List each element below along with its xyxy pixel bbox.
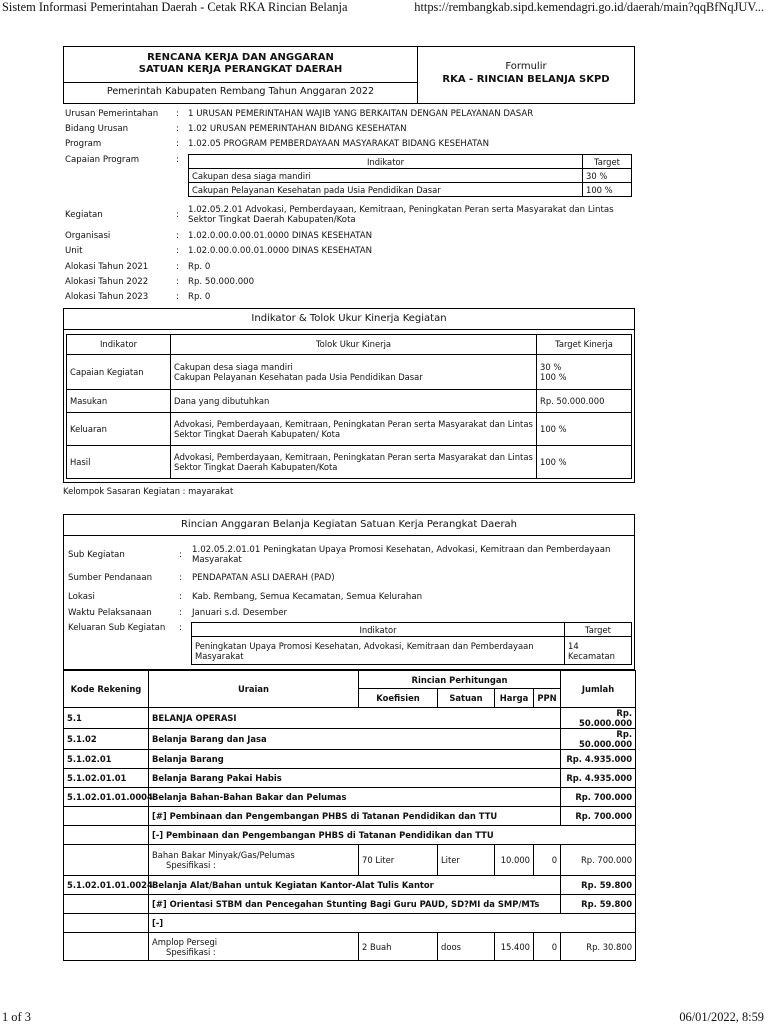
ks-indikator: Peningkatan Upaya Promosi Kesehatan, Advokasi, Kemitraan dan Pemberdayaan Masyarakat (192, 637, 565, 665)
keluaran-sub-kegiatan-table (191, 622, 632, 665)
header-title-line1: RENCANA KERJA DAN ANGGARAN (147, 52, 334, 63)
waktu-value: Januari s.d. Desember (192, 608, 288, 618)
table-row (189, 169, 632, 183)
ik-target-line: 30 % (540, 361, 562, 372)
jumlah: Rp. 59.800 (561, 895, 636, 914)
uraian (149, 933, 359, 961)
kode-rekening (64, 895, 149, 914)
ik-target: 100 % (537, 413, 632, 446)
table-row (64, 826, 636, 845)
colon: : (176, 210, 179, 220)
organisasi-label: Organisasi (65, 231, 111, 241)
kode-rekening (64, 826, 149, 845)
lokasi-label: Lokasi (68, 592, 95, 602)
ik-tolok-line: Advokasi, Pemberdayaan, Kemitraan, Peningkatan Peran serta Masyarakat dan Lintas (174, 451, 533, 462)
table-row (67, 390, 632, 413)
table-row (64, 807, 636, 826)
capaian-indikator: Cakupan Pelayanan Kesehatan pada Usia Pendidikan Dasar (189, 183, 583, 197)
colon: : (176, 155, 179, 165)
header-form-block (418, 47, 634, 103)
header-rincian-perhitungan: Rincian Perhitungan (359, 671, 561, 689)
kode-rekening: 5.1.02.01 (64, 750, 149, 769)
jumlah: Rp. 4.935.000 (561, 769, 636, 788)
urusan-label: Urusan Pemerintahan (65, 109, 159, 119)
ppn: 0 (534, 845, 561, 876)
header-subtitle: Pemerintah Kabupaten Rembang Tahun Anggaran 2022 (64, 83, 418, 103)
header-kode-rekening: Kode Rekening (64, 671, 149, 708)
header-uraian: Uraian (149, 671, 359, 708)
sub-kegiatan-value: 1.02.05.2.01.01 Peningkatan Upaya Promosi Kesehatan, Advokasi, Kemitraan dan Pemberdayaan Masyarakat (192, 545, 611, 565)
table-row (67, 413, 632, 446)
bidang-value: 1.02 URUSAN PEMERINTAHAN BIDANG KESEHATAN (188, 124, 407, 134)
ik-tolok (171, 446, 537, 479)
organisasi-value: 1.02.0.00.0.00.01.0000 DINAS KESEHATAN (188, 231, 373, 241)
koefisien: 2 Buah (359, 933, 438, 961)
kode-rekening: 5.1 (64, 708, 149, 729)
kegiatan-label: Kegiatan (65, 210, 103, 220)
kode-rekening (64, 845, 149, 876)
ik-indikator: Hasil (67, 446, 171, 479)
table-row (64, 895, 636, 914)
capaian-indikator: Cakupan desa siaga mandiri (189, 169, 583, 183)
uraian: [-] Pembinaan dan Pengembangan PHBS di Tatanan Pendidikan dan TTU (149, 826, 636, 845)
form-label: Formulir (505, 61, 547, 72)
page-number: 1 of 3 (2, 1010, 31, 1024)
harga: 10.000 (495, 845, 534, 876)
table-row (64, 769, 636, 788)
program-label: Program (65, 139, 102, 149)
unit-value: 1.02.0.00.0.00.01.0000 DINAS KESEHATAN (188, 246, 373, 256)
uraian: Belanja Barang dan Jasa (149, 729, 561, 750)
ik-tolok: Dana yang dibutuhkan (171, 390, 537, 413)
header-harga: Harga (495, 689, 534, 708)
kode-rekening (64, 807, 149, 826)
kode-rekening: 5.1.02.01.01.0024 (64, 876, 149, 895)
uraian-item: Amplop Persegi (152, 936, 218, 947)
satuan: Liter (438, 845, 495, 876)
ik-header-target: Target Kinerja (537, 335, 632, 355)
table-row (64, 708, 636, 729)
colon: : (176, 277, 179, 287)
jumlah: Rp. 30.800 (561, 933, 636, 961)
uraian: Belanja Bahan-Bahan Bakar dan Pelumas (149, 788, 561, 807)
sub-kegiatan-label: Sub Kegiatan (68, 550, 125, 560)
form-name: RKA - RINCIAN BELANJA SKPD (442, 74, 610, 85)
alokasi-2023-value: Rp. 0 (188, 292, 211, 302)
keluaran-label: Keluaran Sub Kegiatan (68, 623, 166, 633)
bidang-label: Bidang Urusan (65, 124, 129, 134)
ik-tolok-line: Advokasi, Pemberdayaan, Kemitraan, Peningkatan Peran serta Masyarakat dan Lintas (174, 418, 533, 429)
table-row (64, 729, 636, 750)
header-koefisien: Koefisien (359, 689, 438, 708)
table-row (67, 355, 632, 390)
ik-target: 100 % (537, 446, 632, 479)
kode-rekening: 5.1.02.01.01 (64, 769, 149, 788)
jumlah: Rp. 50.000.000 (561, 729, 636, 750)
uraian-spesifikasi: Spesifikasi : (166, 860, 216, 870)
lokasi-value: Kab. Rembang, Semua Kecamatan, Semua Kelurahan (192, 592, 423, 602)
colon: : (179, 592, 182, 602)
harga: 15.400 (495, 933, 534, 961)
indikator-kinerja-title: Indikator & Tolok Ukur Kinerja Kegiatan (63, 308, 635, 330)
colon: : (179, 550, 182, 560)
header-ppn: PPN (534, 689, 561, 708)
jumlah: Rp. 700.000 (561, 845, 636, 876)
uraian: [#] Orientasi STBM dan Pencegahan Stunting Bagi Guru PAUD, SD?MI da SMP/MTs (149, 895, 561, 914)
kelompok-sasaran: Kelompok Sasaran Kegiatan : mayarakat (63, 486, 234, 496)
budget-table (63, 670, 636, 961)
header-jumlah: Jumlah (561, 671, 636, 708)
colon: : (179, 608, 182, 618)
alokasi-2022-label: Alokasi Tahun 2022 (65, 277, 149, 287)
kegiatan-value: 1.02.05.2.01 Advokasi, Pemberdayaan, Kemitraan, Peningkatan Peran serta Masyarakat dan Lintas Sektor Tingkat Daerah Kabupaten/Kota (188, 205, 614, 225)
colon: : (176, 139, 179, 149)
indikator-kinerja-table (66, 334, 632, 479)
print-url: https://rembangkab.sipd.kemendagri.go.id/daerah/main?qqBfNqJUV... (414, 0, 764, 14)
sumber-value: PENDAPATAN ASLI DAERAH (PAD) (192, 573, 335, 583)
ks-header-indikator: Indikator (192, 623, 565, 637)
table-row (192, 637, 632, 665)
unit-label: Unit (65, 246, 83, 256)
indikator-kinerja-section (63, 330, 635, 483)
alokasi-2022-value: Rp. 50.000.000 (188, 277, 255, 287)
alokasi-2021-value: Rp. 0 (188, 262, 211, 272)
uraian (149, 845, 359, 876)
table-row (189, 183, 632, 197)
kode-rekening (64, 914, 149, 933)
capaian-target: 30 % (583, 169, 632, 183)
uraian: BELANJA OPERASI (149, 708, 561, 729)
table-row (64, 750, 636, 769)
colon: : (176, 109, 179, 119)
ik-indikator: Capaian Kegiatan (67, 355, 171, 390)
ks-header-target: Target (565, 623, 632, 637)
ppn: 0 (534, 933, 561, 961)
ik-indikator: Masukan (67, 390, 171, 413)
kode-rekening: 5.1.02 (64, 729, 149, 750)
ik-tolok-line: Sektor Tingkat Daerah Kabupaten/ Kota (174, 429, 341, 439)
header-title-line2: SATUAN KERJA PERANGKAT DAERAH (138, 64, 343, 75)
capaian-label: Capaian Program (65, 155, 140, 165)
print-page-title: Sistem Informasi Pemerintahan Daerah - Cetak RKA Rincian Belanja (2, 0, 348, 14)
document-header (63, 46, 635, 104)
colon: : (176, 231, 179, 241)
ik-target (537, 355, 632, 390)
table-row (64, 914, 636, 933)
capaian-target: 100 % (583, 183, 632, 197)
colon: : (176, 262, 179, 272)
uraian: Belanja Barang Pakai Habis (149, 769, 561, 788)
table-row (64, 788, 636, 807)
header-title-block (64, 47, 418, 83)
colon: : (179, 573, 182, 583)
colon: : (176, 292, 179, 302)
alokasi-2023-label: Alokasi Tahun 2023 (65, 292, 149, 302)
kode-rekening (64, 933, 149, 961)
colon: : (176, 124, 179, 134)
colon: : (179, 623, 182, 633)
sumber-label: Sumber Pendanaan (68, 573, 153, 583)
capaian-header-target: Target (583, 155, 632, 169)
program-value: 1.02.05 PROGRAM PEMBERDAYAAN MASYARAKAT BIDANG KESEHATAN (188, 139, 489, 149)
ik-tolok (171, 413, 537, 446)
jumlah: Rp. 700.000 (561, 807, 636, 826)
print-timestamp: 06/01/2022, 8:59 (679, 1010, 764, 1024)
ik-tolok-line: Sektor Tingkat Daerah Kabupaten/Kota (174, 462, 338, 472)
ik-tolok-line: Cakupan desa siaga mandiri (174, 361, 293, 372)
ik-header-tolok: Tolok Ukur Kinerja (171, 335, 537, 355)
table-row (64, 933, 636, 961)
uraian-item: Bahan Bakar Minyak/Gas/Pelumas (152, 850, 295, 860)
urusan-value: 1 URUSAN PEMERINTAHAN WAJIB YANG BERKAITAN DENGAN PELAYANAN DASAR (188, 109, 534, 119)
ik-tolok-line: Cakupan Pelayanan Kesehatan pada Usia Pendidikan Dasar (174, 372, 423, 382)
uraian: Belanja Barang (149, 750, 561, 769)
jumlah: Rp. 59.800 (561, 876, 636, 895)
uraian: [-] (149, 914, 636, 933)
jumlah: Rp. 50.000.000 (561, 708, 636, 729)
kode-rekening: 5.1.02.01.01.0004 (64, 788, 149, 807)
table-row (67, 446, 632, 479)
capaian-header-indikator: Indikator (189, 155, 583, 169)
jumlah: Rp. 4.935.000 (561, 750, 636, 769)
rincian-title: Rincian Anggaran Belanja Kegiatan Satuan Kerja Perangkat Daerah (63, 514, 635, 536)
waktu-label: Waktu Pelaksanaan (68, 608, 152, 618)
ks-target: 14 Kecamatan (565, 637, 632, 665)
table-row (64, 845, 636, 876)
uraian-spesifikasi: Spesifikasi : (166, 946, 216, 957)
ik-tolok (171, 355, 537, 390)
ik-target: Rp. 50.000.000 (537, 390, 632, 413)
ik-target-line: 100 % (540, 372, 567, 382)
colon: : (176, 246, 179, 256)
uraian: [#] Pembinaan dan Pengembangan PHBS di Tatanan Pendidikan dan TTU (149, 807, 561, 826)
uraian: Belanja Alat/Bahan untuk Kegiatan Kantor-Alat Tulis Kantor (149, 876, 561, 895)
jumlah: Rp. 700.000 (561, 788, 636, 807)
ik-indikator: Keluaran (67, 413, 171, 446)
capaian-program-table (188, 154, 632, 197)
ik-header-indikator: Indikator (67, 335, 171, 355)
alokasi-2021-label: Alokasi Tahun 2021 (65, 262, 149, 272)
table-row (64, 876, 636, 895)
satuan: doos (438, 933, 495, 961)
header-satuan: Satuan (438, 689, 495, 708)
koefisien: 70 Liter (359, 845, 438, 876)
